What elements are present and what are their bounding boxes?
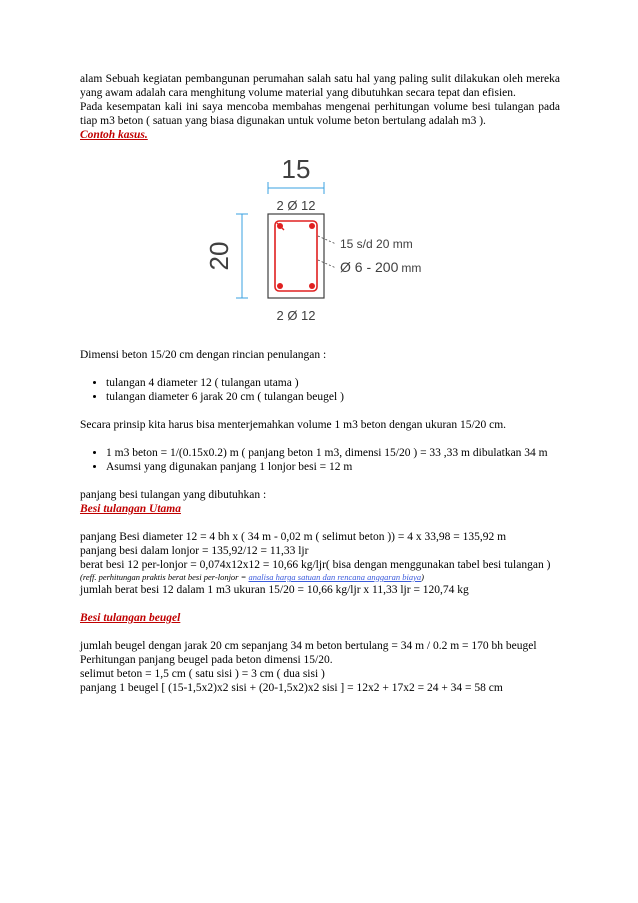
beugel-line-1: jumlah beugel dengan jarak 20 cm sepanjang 34 m beton bertulang = 34 m / 0.2 m = 170 bh beugel: [80, 640, 537, 652]
contoh-kasus-heading: Contoh kasus.: [80, 129, 148, 141]
besi-beugel-heading: Besi tulangan beugel: [80, 612, 181, 624]
stirrup-leader-line: [318, 260, 336, 268]
cover-leader-line: [318, 236, 336, 244]
utama-line-3: berat besi 12 per-lonjor = 0,074x12x12 = 10,66 kg/ljr( bisa dengan menggunakan tabel besi tulangan ): [80, 559, 551, 571]
besi-utama-heading: Besi tulangan Utama: [80, 503, 181, 515]
note-prefix: (reff. perhitungan praktis berat besi per-lonjor =: [80, 572, 249, 582]
bottom-rebar-label: 2 Ø 12: [276, 308, 316, 323]
list-item: • 1 m3 beton = 1/(0.15x0.2) m ( panjang beton 1 m3, dimensi 15/20 ) = 33 ,33 m dibulatkan 34 m: [106, 446, 560, 460]
height-dimension-label: 20: [204, 241, 234, 271]
rebar-bottom-left: [277, 283, 283, 289]
list-item: • tulangan diameter 6 jarak 20 cm ( tulangan beugel ): [106, 390, 560, 404]
intro-paragraph-2: Pada kesempatan kali ini saya mencoba membahas mengenai perhitungan volume besi tulangan pada tiap m3 beton ( satuan yang biasa digunakan untuk volume beton bertulang adalah m3 ).: [80, 101, 560, 127]
document-page: [80, 72, 560, 695]
utama-line-2: panjang besi dalam lonjor = 135,92/12 = 11,33 ljr: [80, 545, 309, 557]
stirrup-unit: mm: [401, 261, 422, 275]
stirrup-label: Ø 6 - 200: [340, 259, 399, 275]
stirrup: [275, 221, 317, 291]
reference-note: [80, 572, 560, 583]
dimensi-text: Dimensi beton 15/20 cm dengan rincian penulangan :: [80, 349, 327, 361]
width-dimension-label: 15: [281, 154, 311, 184]
assumption-list: [80, 446, 560, 474]
reference-link[interactable]: analisa harga satuan dan rencana anggaran biaya: [248, 572, 422, 582]
stirrup-label-group: [340, 259, 421, 275]
rebar-top-left: [277, 223, 283, 229]
list-item: • Asumsi yang digunakan panjang 1 lonjor besi = 12 m: [106, 460, 560, 474]
beam-cross-section-diagram: [198, 148, 458, 344]
utama-line-4: jumlah berat besi 12 dalam 1 m3 ukuran 15/20 = 10,66 kg/ljr x 11,33 ljr = 120,74 kg: [80, 584, 469, 596]
list-item: • tulangan 4 diameter 12 ( tulangan utama ): [106, 376, 560, 390]
beugel-line-2: Perhitungan panjang beugel pada beton dimensi 15/20.: [80, 654, 333, 666]
stirrup-spacing-label: 15 s/d 20 mm: [340, 237, 413, 251]
beam-section-figure: [80, 148, 560, 348]
rebar-bottom-right: [309, 283, 315, 289]
utama-line-1: panjang Besi diameter 12 = 4 bh x ( 34 m - 0,02 m ( selimut beton )) = 4 x 33,98 = 135,92 m: [80, 531, 507, 543]
rebar-list: [80, 376, 560, 404]
note-suffix: ): [421, 572, 425, 582]
beam-outline: [268, 214, 324, 298]
beugel-line-4: panjang 1 beugel [ (15-1,5x2)x2 sisi + (20-1,5x2)x2 sisi ] = 12x2 + 17x2 = 24 + 34 = 58 cm: [80, 682, 503, 694]
intro-paragraph-1: alam Sebuah kegiatan pembangunan perumahan salah satu hal yang paling sulit dilakukan oleh mereka yang awam adalah cara menghitung volume material yang dibutuhkan secara tepat dan efisien.: [80, 73, 560, 99]
prinsip-text: Secara prinsip kita harus bisa menterjemahkan volume 1 m3 beton dengan ukuran 15/20 cm.: [80, 419, 507, 431]
rebar-top-right: [309, 223, 315, 229]
panjang-text: panjang besi tulangan yang dibutuhkan :: [80, 489, 267, 501]
beugel-line-3: selimut beton = 1,5 cm ( satu sisi ) = 3 cm ( dua sisi ): [80, 668, 325, 680]
top-rebar-label: 2 Ø 12: [276, 198, 316, 213]
